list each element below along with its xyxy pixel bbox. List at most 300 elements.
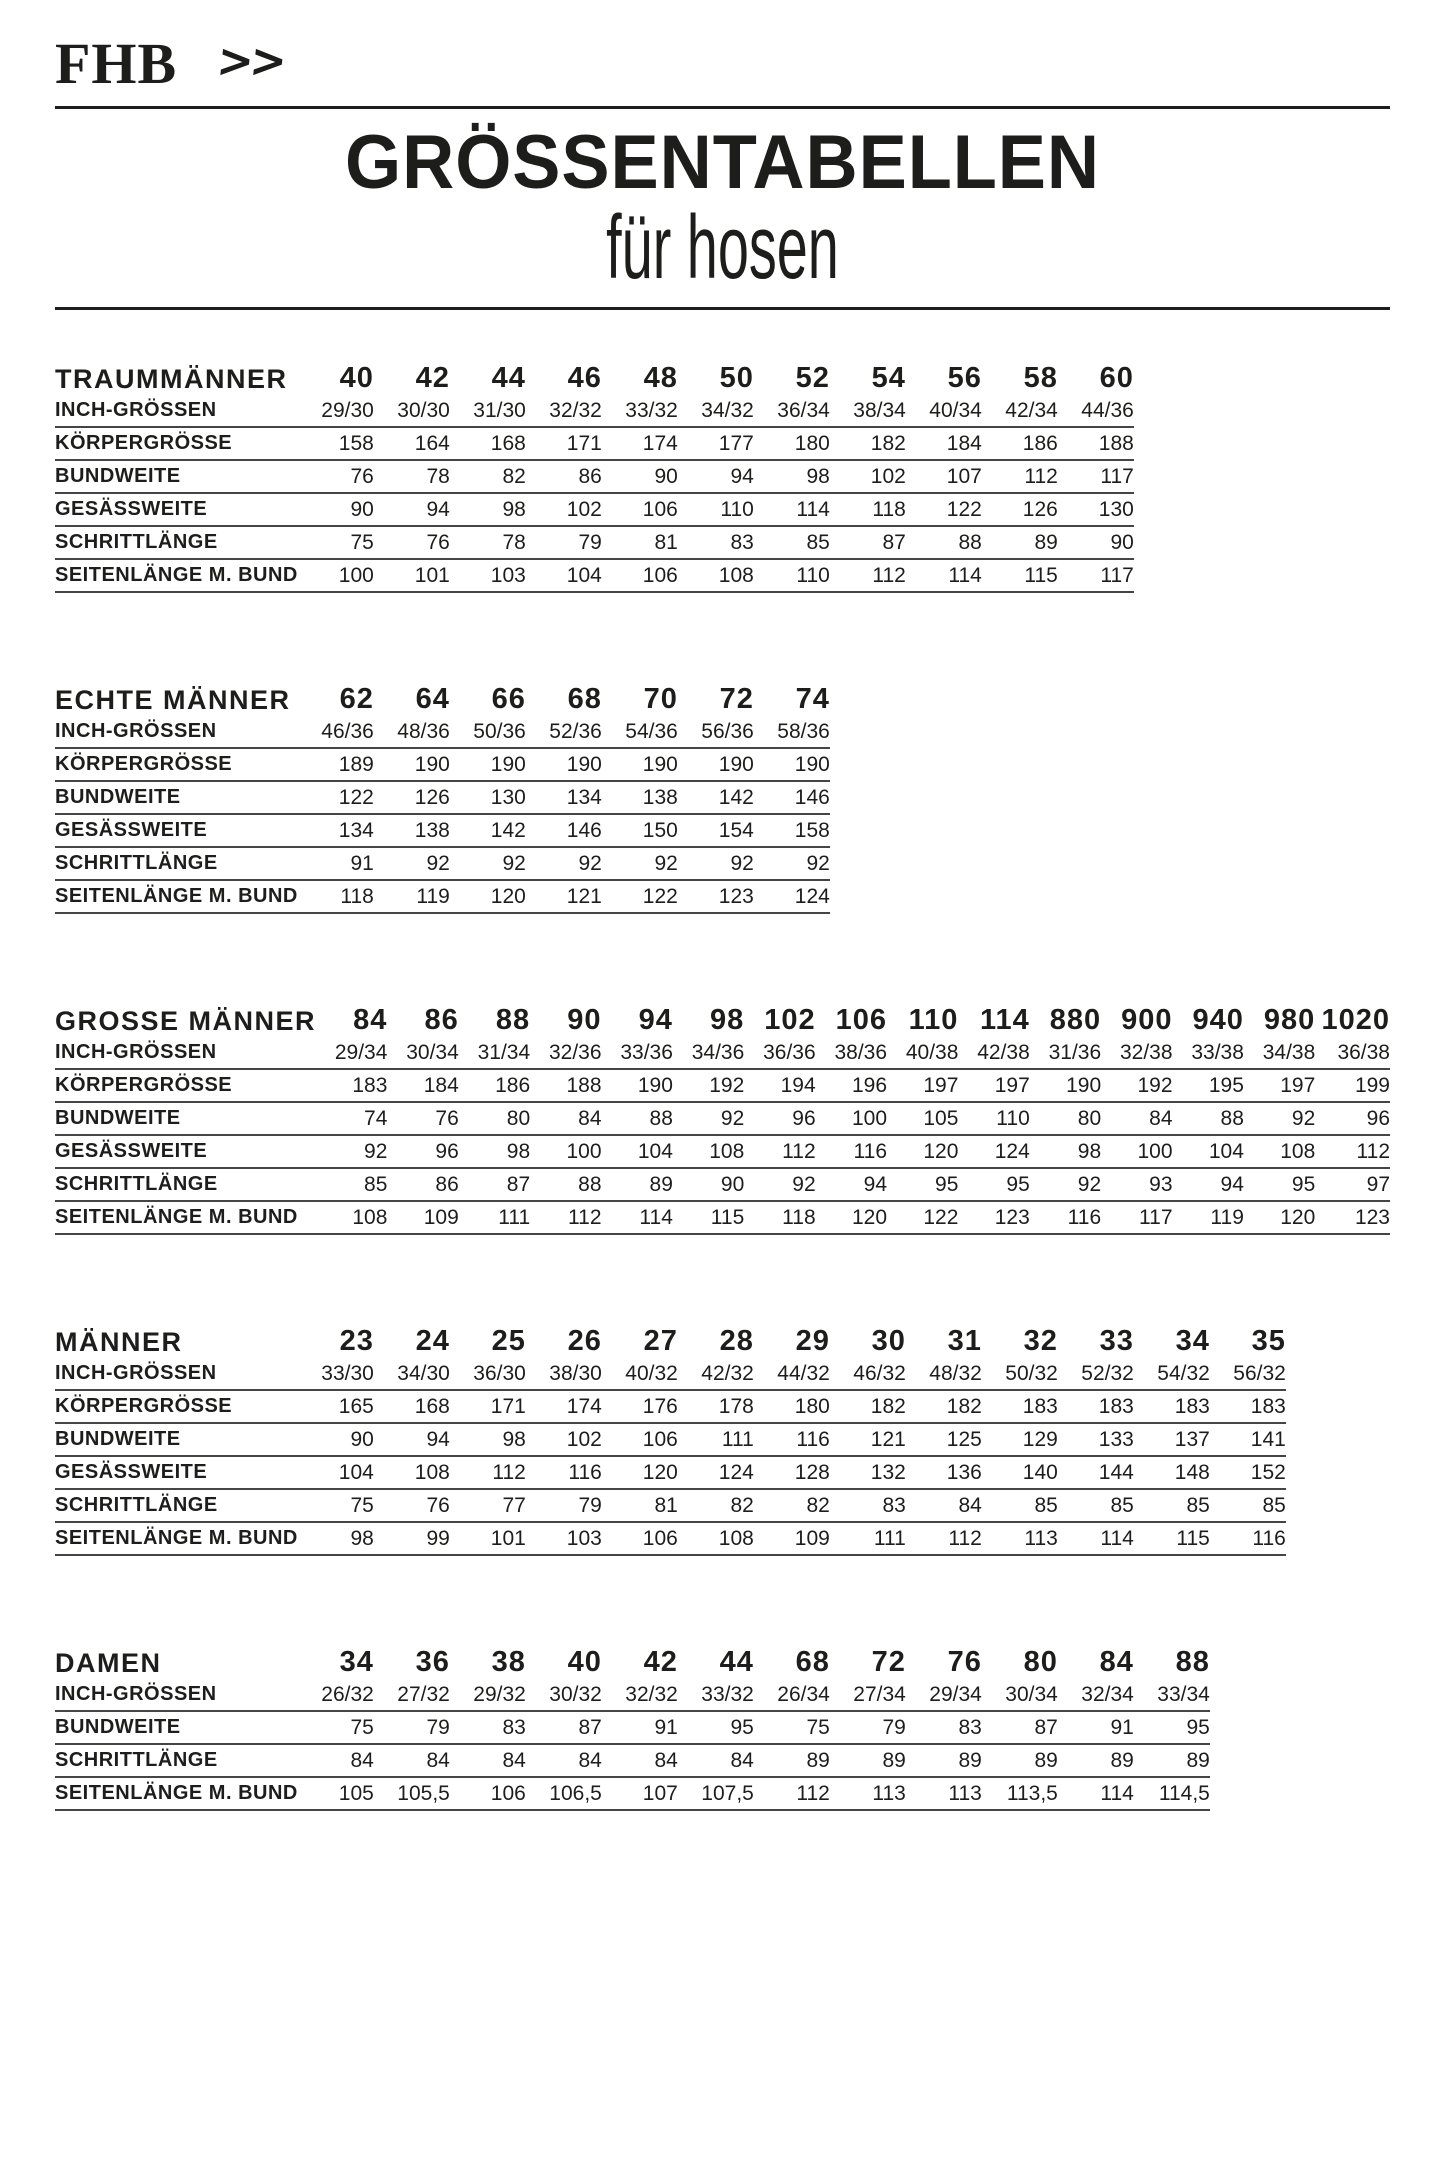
size-value: 92: [744, 1168, 815, 1201]
size-value: 34/36: [673, 1037, 744, 1069]
size-value: 199: [1315, 1069, 1390, 1102]
size-value: 188: [530, 1069, 601, 1102]
size-value: 95: [1244, 1168, 1315, 1201]
size-value: 76: [374, 526, 450, 559]
size-value: 120: [602, 1456, 678, 1489]
size-value: 48/32: [906, 1358, 982, 1390]
size-value: 120: [816, 1201, 887, 1234]
size-value: 108: [1244, 1135, 1315, 1168]
size-value: 56/32: [1210, 1358, 1286, 1390]
table-row: [55, 847, 830, 880]
table-row: [55, 395, 1134, 427]
size-value: 83: [678, 526, 754, 559]
table-name: MÄNNER: [55, 1327, 183, 1357]
size-value: 120: [1244, 1201, 1315, 1234]
size-value: 190: [602, 1069, 673, 1102]
size-header: 54: [871, 362, 906, 394]
size-value: 136: [906, 1456, 982, 1489]
size-value: 76: [298, 460, 374, 493]
size-value: 115: [1134, 1522, 1210, 1555]
size-header: 32: [1023, 1325, 1058, 1357]
size-value: 102: [526, 493, 602, 526]
size-value: 122: [602, 880, 678, 913]
size-value: 174: [602, 427, 678, 460]
table-row: [55, 716, 830, 748]
table-header-row: [55, 1325, 1286, 1358]
table-row: [55, 1711, 1210, 1744]
size-value: 95: [958, 1168, 1029, 1201]
size-value: 88: [602, 1102, 673, 1135]
size-value: 87: [459, 1168, 530, 1201]
size-value: 89: [982, 1744, 1058, 1777]
size-header: 74: [795, 683, 830, 715]
table-row: [55, 559, 1134, 592]
size-value: 92: [450, 847, 526, 880]
size-value: 75: [298, 1489, 374, 1522]
size-value: 141: [1210, 1423, 1286, 1456]
fhb-logo-text: FHB: [55, 31, 178, 96]
table-row: [55, 1037, 1390, 1069]
size-value: 29/30: [298, 395, 374, 427]
size-value: 122: [298, 781, 374, 814]
size-value: 81: [602, 1489, 678, 1522]
size-header: 25: [491, 1325, 526, 1357]
size-value: 82: [754, 1489, 830, 1522]
size-value: 95: [678, 1711, 754, 1744]
size-value: 111: [830, 1522, 906, 1555]
size-value: 190: [526, 748, 602, 781]
size-header: 90: [567, 1004, 602, 1036]
size-table-traummaenner: [55, 362, 1134, 593]
size-value: 87: [830, 526, 906, 559]
size-header: 68: [795, 1646, 830, 1678]
size-value: 108: [678, 1522, 754, 1555]
size-value: 32/38: [1101, 1037, 1172, 1069]
size-value: 94: [1173, 1168, 1244, 1201]
size-value: 158: [754, 814, 830, 847]
size-value: 84: [450, 1744, 526, 1777]
size-header: 46: [567, 362, 602, 394]
size-header: 94: [638, 1004, 673, 1036]
size-value: 111: [678, 1423, 754, 1456]
size-value: 90: [298, 1423, 374, 1456]
size-value: 84: [298, 1744, 374, 1777]
size-value: 107: [906, 460, 982, 493]
size-value: 89: [1134, 1744, 1210, 1777]
size-header: 98: [710, 1004, 745, 1036]
size-value: 33/32: [678, 1679, 754, 1711]
size-value: 42/34: [982, 395, 1058, 427]
size-value: 100: [1101, 1135, 1172, 1168]
size-header: 86: [424, 1004, 459, 1036]
size-value: 123: [678, 880, 754, 913]
table-row: [55, 781, 830, 814]
size-value: 91: [1058, 1711, 1134, 1744]
size-value: 192: [1101, 1069, 1172, 1102]
size-header: 88: [1175, 1646, 1210, 1678]
size-value: 124: [958, 1135, 1029, 1168]
table-row: [55, 427, 1134, 460]
size-value: 89: [1058, 1744, 1134, 1777]
size-value: 142: [450, 814, 526, 847]
size-value: 117: [1101, 1201, 1172, 1234]
size-value: 113: [830, 1777, 906, 1810]
size-header: 1020: [1321, 1004, 1390, 1036]
table-header-row: [55, 1646, 1210, 1679]
row-label: SCHRITTLÄNGE: [55, 1744, 298, 1777]
page-subtitle: für hosen: [606, 198, 839, 298]
size-table-grosse-maenner: [55, 1004, 1390, 1235]
size-value: 85: [316, 1168, 387, 1201]
size-value: 30/34: [982, 1679, 1058, 1711]
size-value: 195: [1173, 1069, 1244, 1102]
size-header: 27: [643, 1325, 678, 1357]
size-value: 92: [526, 847, 602, 880]
size-header: 40: [567, 1646, 602, 1678]
size-value: 46/36: [298, 716, 374, 748]
size-value: 120: [887, 1135, 958, 1168]
size-value: 112: [530, 1201, 601, 1234]
size-value: 113,5: [982, 1777, 1058, 1810]
size-value: 96: [744, 1102, 815, 1135]
size-value: 33/32: [602, 395, 678, 427]
table-row: [55, 1522, 1286, 1555]
size-value: 100: [530, 1135, 601, 1168]
top-divider: [55, 106, 1390, 109]
size-header: 110: [908, 1004, 959, 1036]
size-value: 84: [906, 1489, 982, 1522]
size-header: 76: [947, 1646, 982, 1678]
size-value: 92: [673, 1102, 744, 1135]
size-value: 33/34: [1134, 1679, 1210, 1711]
size-value: 78: [374, 460, 450, 493]
size-header: 33: [1099, 1325, 1134, 1357]
size-value: 192: [673, 1069, 744, 1102]
size-value: 77: [450, 1489, 526, 1522]
size-table-maenner: [55, 1325, 1286, 1556]
size-value: 148: [1134, 1456, 1210, 1489]
size-value: 92: [316, 1135, 387, 1168]
size-value: 27/32: [374, 1679, 450, 1711]
size-value: 98: [754, 460, 830, 493]
size-value: 84: [678, 1744, 754, 1777]
size-value: 94: [374, 493, 450, 526]
size-value: 114: [602, 1201, 673, 1234]
size-header: 26: [567, 1325, 602, 1357]
size-value: 94: [816, 1168, 887, 1201]
row-label: KÖRPERGRÖSSE: [55, 427, 298, 460]
size-value: 80: [1030, 1102, 1101, 1135]
size-value: 178: [678, 1390, 754, 1423]
size-value: 117: [1058, 559, 1134, 592]
size-value: 84: [1101, 1102, 1172, 1135]
row-label: SEITENLÄNGE M. BUND: [55, 1522, 298, 1555]
size-value: 85: [982, 1489, 1058, 1522]
size-value: 110: [958, 1102, 1029, 1135]
size-value: 46/32: [830, 1358, 906, 1390]
size-value: 89: [830, 1744, 906, 1777]
size-value: 42/38: [958, 1037, 1029, 1069]
size-value: 106: [450, 1777, 526, 1810]
size-value: 98: [298, 1522, 374, 1555]
size-value: 111: [459, 1201, 530, 1234]
table-name: GROSSE MÄNNER: [55, 1006, 317, 1036]
size-value: 52/36: [526, 716, 602, 748]
size-value: 36/30: [450, 1358, 526, 1390]
size-value: 40/38: [887, 1037, 958, 1069]
size-value: 123: [958, 1201, 1029, 1234]
size-header: 900: [1121, 1004, 1173, 1036]
size-table-echte-maenner: [55, 683, 830, 914]
size-value: 123: [1315, 1201, 1390, 1234]
size-value: 108: [316, 1201, 387, 1234]
size-value: 102: [830, 460, 906, 493]
size-value: 112: [754, 1777, 830, 1810]
size-value: 124: [678, 1456, 754, 1489]
size-value: 108: [374, 1456, 450, 1489]
size-value: 83: [830, 1489, 906, 1522]
table-row: [55, 1489, 1286, 1522]
size-value: 29/34: [316, 1037, 387, 1069]
title-bottom-divider: [55, 307, 1390, 310]
size-header: 42: [415, 362, 450, 394]
tables-container: [55, 362, 1390, 1811]
size-value: 110: [754, 559, 830, 592]
table-row: [55, 1744, 1210, 1777]
row-label: BUNDWEITE: [55, 1711, 298, 1744]
size-value: 84: [526, 1744, 602, 1777]
size-value: 186: [459, 1069, 530, 1102]
size-header: 70: [643, 683, 678, 715]
size-value: 88: [906, 526, 982, 559]
size-value: 183: [982, 1390, 1058, 1423]
size-header: 84: [353, 1004, 388, 1036]
table-row: [55, 1390, 1286, 1423]
size-value: 31/30: [450, 395, 526, 427]
size-value: 114: [906, 559, 982, 592]
size-header: 880: [1049, 1004, 1102, 1036]
size-value: 99: [374, 1522, 450, 1555]
table-row: [55, 1456, 1286, 1489]
size-header: 72: [719, 683, 754, 715]
size-table-damen: [55, 1646, 1210, 1811]
size-value: 100: [298, 559, 374, 592]
size-value: 29/34: [906, 1679, 982, 1711]
size-value: 197: [958, 1069, 1029, 1102]
row-label: SEITENLÄNGE M. BUND: [55, 1201, 316, 1234]
size-header: 50: [719, 362, 754, 394]
size-value: 112: [906, 1522, 982, 1555]
size-value: 34/32: [678, 395, 754, 427]
size-value: 109: [754, 1522, 830, 1555]
size-value: 79: [374, 1711, 450, 1744]
size-value: 152: [1210, 1456, 1286, 1489]
size-value: 92: [1030, 1168, 1101, 1201]
size-value: 89: [754, 1744, 830, 1777]
table-row: [55, 1069, 1390, 1102]
size-value: 81: [602, 526, 678, 559]
size-value: 115: [982, 559, 1058, 592]
row-label: SEITENLÄNGE M. BUND: [55, 1777, 298, 1810]
size-value: 91: [298, 847, 374, 880]
size-value: 117: [1058, 460, 1134, 493]
size-value: 90: [673, 1168, 744, 1201]
size-value: 30/34: [387, 1037, 458, 1069]
size-value: 98: [450, 1423, 526, 1456]
size-value: 182: [906, 1390, 982, 1423]
size-value: 36/36: [744, 1037, 815, 1069]
size-value: 186: [982, 427, 1058, 460]
size-value: 89: [982, 526, 1058, 559]
size-value: 183: [1210, 1390, 1286, 1423]
table-row: [55, 526, 1134, 559]
size-value: 104: [602, 1135, 673, 1168]
size-header: 114: [979, 1004, 1030, 1036]
row-label: GESÄSSWEITE: [55, 493, 298, 526]
size-value: 146: [754, 781, 830, 814]
size-header: 34: [1175, 1325, 1210, 1357]
size-value: 31/34: [459, 1037, 530, 1069]
size-value: 112: [982, 460, 1058, 493]
size-value: 183: [316, 1069, 387, 1102]
size-value: 119: [374, 880, 450, 913]
size-value: 30/30: [374, 395, 450, 427]
size-value: 107,5: [678, 1777, 754, 1810]
size-header: 84: [1099, 1646, 1134, 1678]
size-value: 138: [374, 814, 450, 847]
size-header: 36: [415, 1646, 450, 1678]
size-value: 176: [602, 1390, 678, 1423]
table-row: [55, 880, 830, 913]
size-value: 106,5: [526, 1777, 602, 1810]
row-label: SCHRITTLÄNGE: [55, 1168, 316, 1201]
size-value: 188: [1058, 427, 1134, 460]
size-value: 95: [1134, 1711, 1210, 1744]
size-header: 48: [643, 362, 678, 394]
size-value: 137: [1134, 1423, 1210, 1456]
size-value: 98: [450, 493, 526, 526]
row-label: GESÄSSWEITE: [55, 1456, 298, 1489]
size-value: 126: [982, 493, 1058, 526]
size-value: 38/36: [816, 1037, 887, 1069]
size-value: 114: [754, 493, 830, 526]
size-value: 109: [387, 1201, 458, 1234]
size-value: 104: [298, 1456, 374, 1489]
size-header: 66: [491, 683, 526, 715]
size-value: 120: [450, 880, 526, 913]
size-value: 154: [678, 814, 754, 847]
size-header: 44: [719, 1646, 754, 1678]
size-value: 44/36: [1058, 395, 1134, 427]
size-header: 52: [795, 362, 830, 394]
table-row: [55, 1102, 1390, 1135]
size-value: 93: [1101, 1168, 1172, 1201]
size-value: 98: [459, 1135, 530, 1168]
size-value: 130: [1058, 493, 1134, 526]
size-value: 54/36: [602, 716, 678, 748]
size-value: 144: [1058, 1456, 1134, 1489]
size-value: 31/36: [1030, 1037, 1101, 1069]
size-value: 88: [1173, 1102, 1244, 1135]
table-row: [55, 1679, 1210, 1711]
size-value: 183: [1134, 1390, 1210, 1423]
size-header: 102: [764, 1004, 816, 1036]
size-value: 75: [298, 526, 374, 559]
row-label: INCH-GRÖSSEN: [55, 395, 298, 427]
table-name: ECHTE MÄNNER: [55, 685, 291, 715]
table-row: [55, 1358, 1286, 1390]
fhb-logo: [55, 0, 1390, 98]
size-value: 30/32: [526, 1679, 602, 1711]
size-value: 36/38: [1315, 1037, 1390, 1069]
size-value: 138: [602, 781, 678, 814]
size-value: 76: [374, 1489, 450, 1522]
size-value: 113: [982, 1522, 1058, 1555]
size-value: 101: [374, 559, 450, 592]
size-value: 126: [374, 781, 450, 814]
size-value: 33/30: [298, 1358, 374, 1390]
size-value: 90: [298, 493, 374, 526]
size-value: 114: [1058, 1777, 1134, 1810]
size-value: 128: [754, 1456, 830, 1489]
size-value: 134: [526, 781, 602, 814]
size-value: 168: [450, 427, 526, 460]
size-value: 40/34: [906, 395, 982, 427]
size-header: 38: [491, 1646, 526, 1678]
size-header: 40: [339, 362, 374, 394]
size-value: 52/32: [1058, 1358, 1134, 1390]
size-value: 92: [754, 847, 830, 880]
row-label: SEITENLÄNGE M. BUND: [55, 880, 298, 913]
size-value: 104: [526, 559, 602, 592]
size-value: 177: [678, 427, 754, 460]
size-value: 132: [830, 1456, 906, 1489]
size-value: 112: [830, 559, 906, 592]
size-value: 180: [754, 427, 830, 460]
size-value: 171: [526, 427, 602, 460]
table-row: [55, 814, 830, 847]
size-value: 85: [1210, 1489, 1286, 1522]
size-value: 110: [678, 493, 754, 526]
size-header: 68: [567, 683, 602, 715]
size-value: 133: [1058, 1423, 1134, 1456]
size-value: 171: [450, 1390, 526, 1423]
size-value: 75: [754, 1711, 830, 1744]
row-label: BUNDWEITE: [55, 1423, 298, 1456]
size-value: 32/34: [1058, 1679, 1134, 1711]
size-header: 44: [491, 362, 526, 394]
size-value: 50/36: [450, 716, 526, 748]
size-value: 112: [1315, 1135, 1390, 1168]
size-value: 184: [387, 1069, 458, 1102]
size-value: 118: [830, 493, 906, 526]
size-value: 82: [678, 1489, 754, 1522]
size-value: 118: [298, 880, 374, 913]
size-header: 940: [1192, 1004, 1244, 1036]
row-label: BUNDWEITE: [55, 1102, 316, 1135]
size-value: 103: [450, 559, 526, 592]
size-value: 34/30: [374, 1358, 450, 1390]
size-header: 35: [1251, 1325, 1286, 1357]
size-value: 94: [374, 1423, 450, 1456]
size-value: 89: [602, 1168, 673, 1201]
size-value: 108: [673, 1135, 744, 1168]
size-value: 142: [678, 781, 754, 814]
size-value: 29/32: [450, 1679, 526, 1711]
size-value: 80: [459, 1102, 530, 1135]
size-value: 112: [450, 1456, 526, 1489]
size-value: 87: [526, 1711, 602, 1744]
